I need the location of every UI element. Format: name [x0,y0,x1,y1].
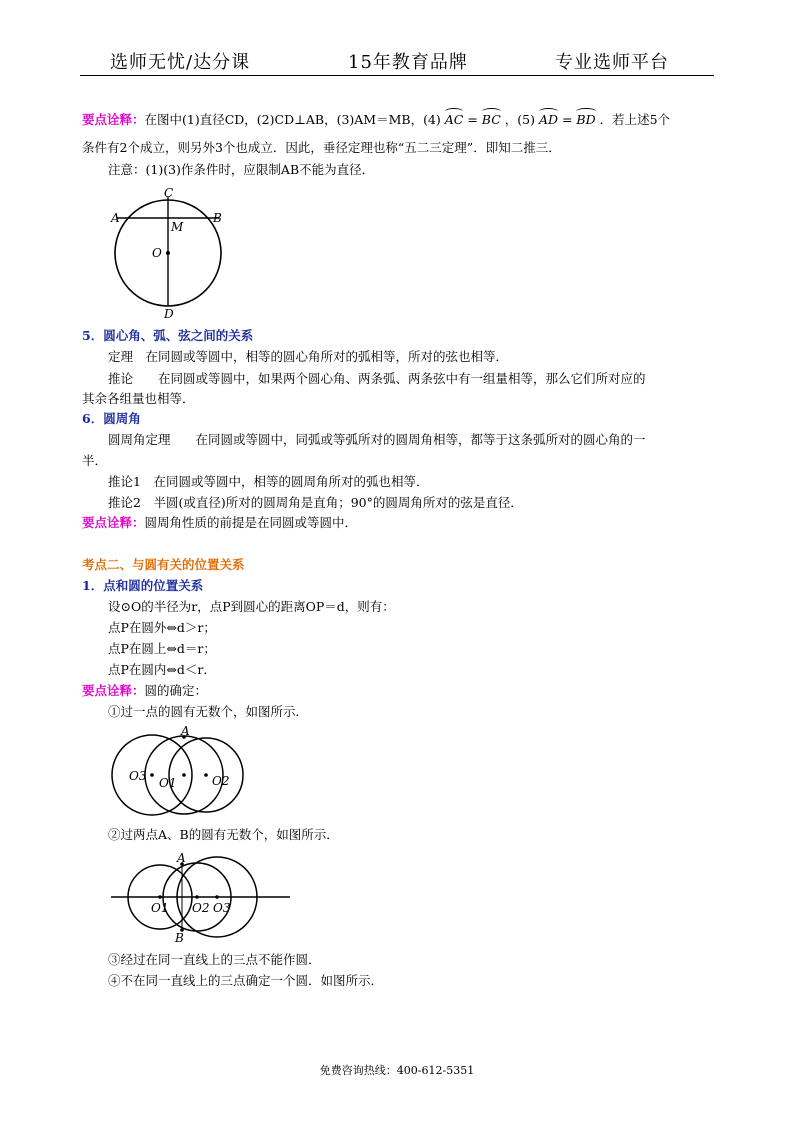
kp2-note-label: 要点诠释： [82,683,145,698]
eq2: = [558,112,577,127]
kp2-c1: 点P在圆外⇔d＞r； [108,620,216,635]
kp2-c3: 点P在圆内⇔d＜r． [108,662,216,677]
note1-label: 要点诠释： [82,112,145,127]
label-o2: O2 [212,774,230,788]
kp2-sub1: 1．点和圆的位置关系 [82,578,204,593]
section6-title: 6．圆周角 [82,411,141,426]
label-b: B [175,931,184,945]
arc-bd: BD [576,112,596,127]
kp2-item2: ②过两点A、B的圆有无数个，如图所示． [108,827,339,842]
label-d: D [164,307,174,320]
header-rule [80,75,714,76]
label-m: M [171,220,184,234]
header-right: 专业选师平台 [555,52,669,73]
section6-theorem-1: 圆周角定理 在同圆或等圆中，同弧或等弧所对的圆周角相等，都等于这条弧所对的圆心角的一 [108,432,646,447]
section6-note-text: 圆周角性质的前提是在同圆或等圆中． [144,515,358,530]
footer-hotline: 免费咨询热线：400-612-5351 [319,1064,475,1077]
section6-cor1: 推论1 在同圆或等圆中，相等的圆周角所对的弧也相等． [108,474,429,489]
kp2-intro: 设⊙O的半径为r，点P到圆心的距离OP＝d，则有： [108,599,395,614]
note1-text-c: ．若上述5个 [595,112,671,127]
label-o1: O1 [159,776,177,790]
note1-line3: 注意：(1)(3)作条件时，应限制AB不能为直径． [108,162,375,177]
section6-note [82,514,357,532]
label-o2: O2 [192,901,210,915]
kp2-item1: ①过一点的圆有无数个，如图所示． [108,704,309,719]
note1-line2: 条件有2个成立，则另外3个也成立．因此，垂径定理也称“五二三定理”．即知二推三． [82,140,561,155]
arc-bc: BC [481,112,501,127]
kp2-item4: ④不在同一直线上的三点确定一个圆．如图所示． [108,973,384,988]
label-b: B [213,211,222,225]
label-o1: O1 [151,901,169,915]
figure-perpendicular-diameter [105,185,240,320]
label-o3: O3 [213,901,231,915]
label-o: O [152,246,162,260]
kp2-note [82,682,207,700]
note1-line1 [82,111,670,129]
label-a: A [177,851,186,865]
label-a: A [111,211,120,225]
label-c: C [164,186,174,200]
section5-theorem: 定理 在同圆或等圆中，相等的圆心角所对的弧相等，所对的弦也相等． [108,349,509,364]
figure-circles-through-point [105,723,255,818]
kp2-title: 考点二、与圆有关的位置关系 [82,557,245,572]
section6-theorem-2: 半． [82,453,108,468]
kp2-note-text: 圆的确定： [144,683,208,698]
note1-text-a: 在图中(1)直径CD，(2)CD⊥AB，(3)AM＝MB，(4) [144,112,445,127]
note1-text-b: ，(5) [500,112,539,127]
section5-title: 5．圆心角、弧、弦之间的关系 [82,328,254,343]
header-center: 15年教育品牌 [348,52,468,73]
kp2-c2: 点P在圆上⇔d＝r； [108,641,216,656]
section5-corollary-1: 推论 在同圆或等圆中，如果两个圆心角、两条弧、两条弦中有一组量相等，那么它们所对应的 [108,371,646,386]
section6-note-label: 要点诠释： [82,515,145,530]
section5-corollary-2: 其余各组量也相等． [82,391,195,406]
header-left: 选师无忧/达分课 [110,52,251,73]
figure-circles-through-two-points [105,850,295,945]
arc-ad: AD [538,112,558,127]
section6-cor2: 推论2 半圆(或直径)所对的圆周角是直角；90°的圆周角所对的弦是直径． [108,495,523,510]
label-a: A [181,724,190,738]
arc-ac: AC [444,112,464,127]
eq1: = [463,112,482,127]
label-o3: O3 [129,769,147,783]
kp2-item3: ③经过在同一直线上的三点不能作圆． [108,952,321,967]
